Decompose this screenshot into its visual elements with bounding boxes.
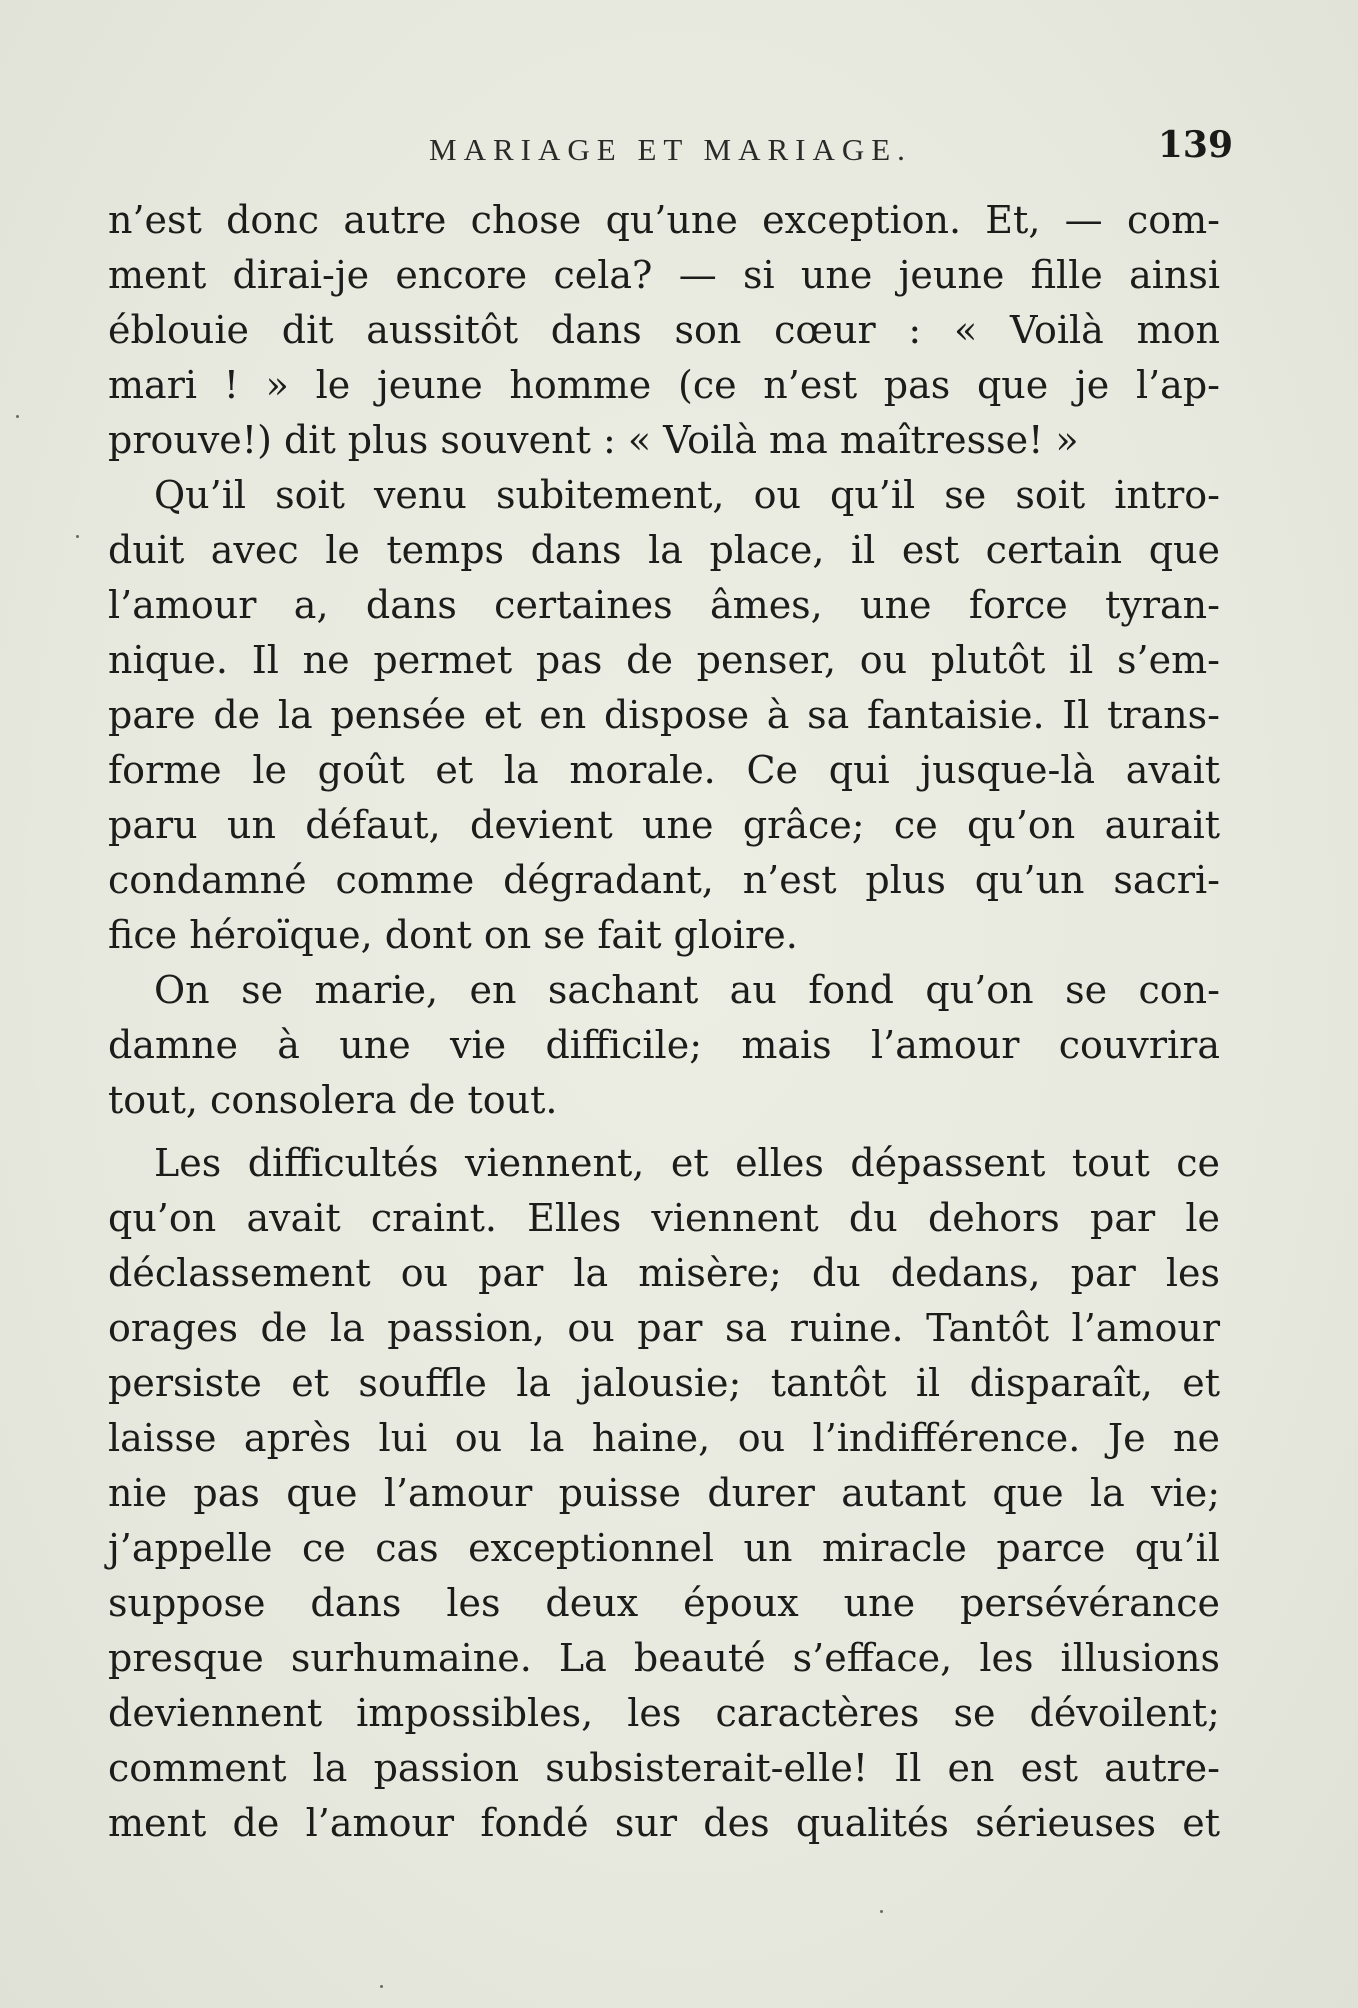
text-line: Les difficultés viennent, et elles dépassent tout ce	[154, 1141, 1220, 1185]
body-text	[108, 193, 1220, 1851]
text-line: fice héroïque, dont on se fait gloire.	[108, 913, 798, 957]
text-line: nie pas que l’amour puisse durer autant que la vie;	[108, 1471, 1220, 1515]
text-line: éblouie dit aussitôt dans son cœur : « Voilà mon	[108, 308, 1220, 352]
page-number: 139	[1157, 124, 1233, 166]
text-line: nique. Il ne permet pas de penser, ou plutôt il s’em-	[108, 638, 1220, 682]
text-line: paru un défaut, devient une grâce; ce qu’on aurait	[108, 803, 1220, 847]
text-line: suppose dans les deux époux une persévérance	[108, 1581, 1220, 1625]
running-head: MARIAGE ET MARIAGE.	[429, 132, 912, 167]
text-line: damne à une vie difficile; mais l’amour couvrira	[108, 1023, 1220, 1067]
text-line: laisse après lui ou la haine, ou l’indifférence. Je ne	[108, 1416, 1220, 1460]
text-line: pare de la pensée et en dispose à sa fantaisie. Il trans-	[108, 693, 1220, 737]
text-line: condamné comme dégradant, n’est plus qu’un sacri-	[108, 858, 1220, 902]
paper-speck	[16, 415, 19, 418]
text-line: deviennent impossibles, les caractères se dévoilent;	[108, 1691, 1220, 1735]
text-line: ment dirai-je encore cela? — si une jeune fille ainsi	[108, 253, 1220, 297]
paper-speck	[380, 1985, 383, 1988]
text-line: comment la passion subsisterait-elle! Il en est autre-	[108, 1746, 1220, 1790]
text-line: duit avec le temps dans la place, il est certain que	[108, 528, 1220, 572]
text-line: déclassement ou par la misère; du dedans, par les	[108, 1251, 1220, 1295]
text-line: persiste et souffle la jalousie; tantôt il disparaît, et	[108, 1361, 1220, 1405]
text-line: mari ! » le jeune homme (ce n’est pas que je l’ap-	[108, 363, 1220, 407]
paper-speck	[880, 1910, 883, 1913]
text-line: l’amour a, dans certaines âmes, une force tyran-	[108, 583, 1220, 627]
text-line: orages de la passion, ou par sa ruine. Tantôt l’amour	[108, 1306, 1220, 1350]
text-line: prouve!) dit plus souvent : « Voilà ma maîtresse! »	[108, 418, 1079, 462]
text-line: On se marie, en sachant au fond qu’on se con-	[154, 968, 1220, 1012]
text-line: presque surhumaine. La beauté s’efface, les illusions	[108, 1636, 1220, 1680]
page-header	[108, 124, 1233, 174]
text-line: ment de l’amour fondé sur des qualités sérieuses et	[108, 1801, 1220, 1845]
text-line: Qu’il soit venu subitement, ou qu’il se soit intro-	[154, 473, 1220, 517]
text-line: forme le goût et la morale. Ce qui jusque-là avait	[108, 748, 1220, 792]
text-line: n’est donc autre chose qu’une exception. Et, — com-	[108, 198, 1220, 242]
paper-speck	[76, 535, 79, 538]
text-line: qu’on avait craint. Elles viennent du dehors par le	[108, 1196, 1220, 1240]
text-line: tout, consolera de tout.	[108, 1078, 558, 1122]
text-line: j’appelle ce cas exceptionnel un miracle parce qu’il	[108, 1526, 1220, 1570]
